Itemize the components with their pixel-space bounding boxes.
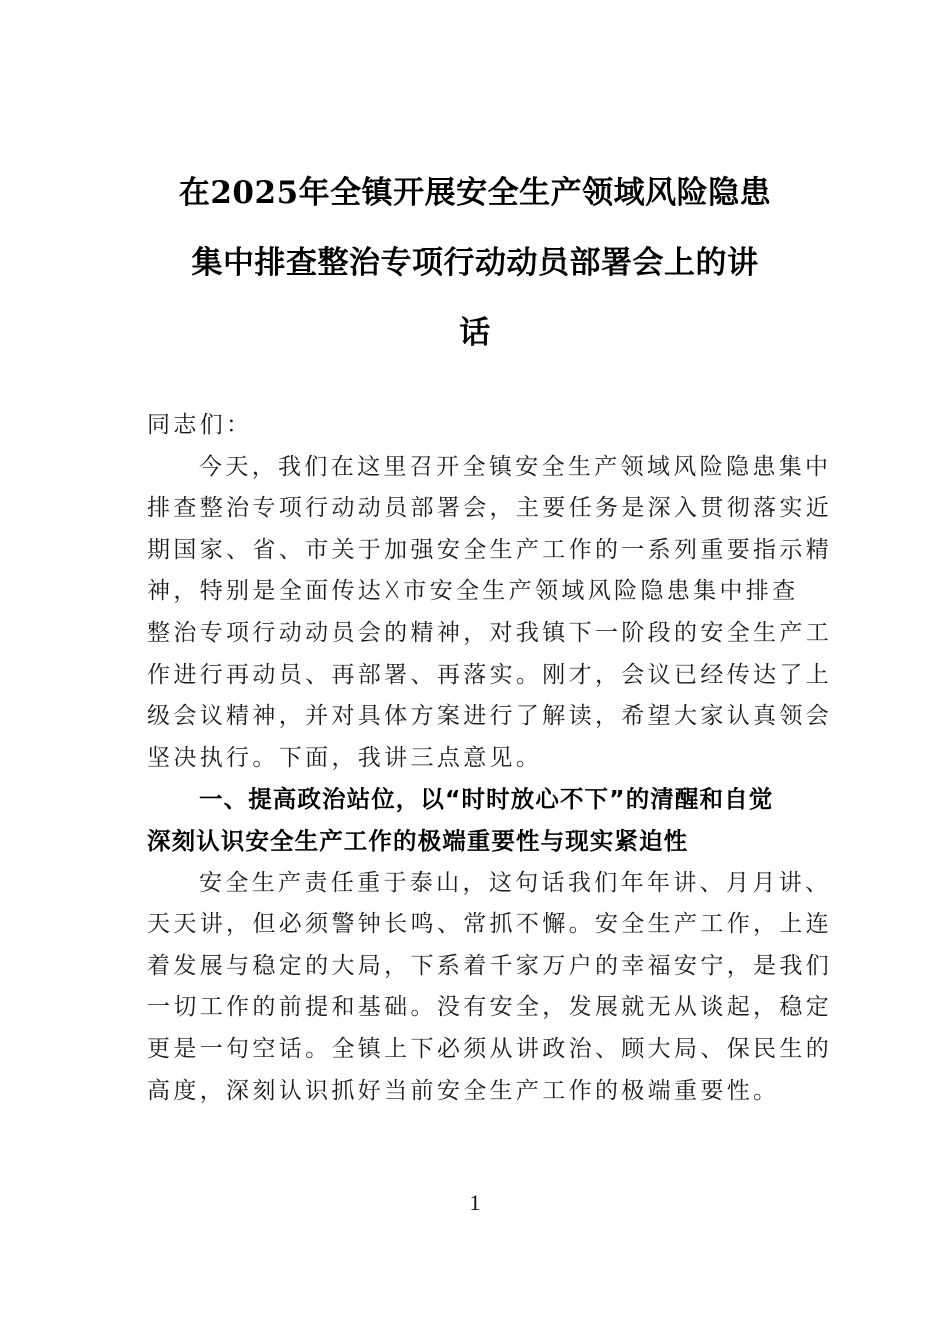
text-line: 安全生产责任重于泰山，这句话我们年年讲、月月讲、 [199, 869, 832, 896]
heading-line: 一、提高政治站位，以“时时放心不下”的清醒和自觉 [199, 785, 774, 814]
salutation [147, 405, 809, 447]
title-line: 集中排查整治专项行动动员部署会上的讲 [191, 245, 759, 281]
text-line: 级会议精神，并对具体方案进行了解读，希望大家认真领会 [147, 703, 833, 730]
document-body [147, 405, 833, 1112]
text-line: 整治专项行动动员会的精神，对我镇下一阶段的安全生产工 [147, 619, 833, 646]
paragraph-section-1 [147, 863, 833, 1113]
text-line: 天天讲，但必须警钟长鸣、常抓不懈。安全生产工作，上连 [147, 911, 833, 938]
title-line: 话 [459, 315, 491, 351]
heading-line: 深刻认识安全生产工作的极端重要性与现实紧迫性 [147, 826, 689, 855]
salutation-text: 同志们： [147, 412, 253, 438]
text-line: 坚决执行。下面，我讲三点意见。 [147, 744, 543, 771]
title-line: 在2025年全镇开展安全生产领域风险隐患 [178, 175, 772, 211]
paragraph-opening [147, 447, 833, 780]
text-line: 今天，我们在这里召开全镇安全生产领域风险隐患集中 [199, 453, 832, 480]
document-title [140, 158, 810, 368]
text-line: 着发展与稳定的大局，下系着千家万户的幸福安宁，是我们 [147, 952, 833, 979]
section-heading-1 [147, 779, 809, 862]
text-line: 一切工作的前提和基础。没有安全，发展就无从谈起，稳定 [147, 994, 833, 1021]
text-line: 期国家、省、市关于加强安全生产工作的一系列重要指示精 [147, 536, 833, 563]
text-line: 更是一句空话。全镇上下必须从讲政治、顾大局、保民生的 [147, 1035, 833, 1062]
text-line: 高度，深刻认识抓好当前安全生产工作的极端重要性。 [147, 1077, 780, 1104]
page-number: 1 [469, 1190, 481, 1215]
text-line: 排查整治专项行动动员部署会，主要任务是深入贯彻落实近 [147, 495, 833, 522]
text-line: 作进行再动员、再部署、再落实。刚才，会议已经传达了上 [147, 661, 833, 688]
text-line: 神，特别是全面传达X市安全生产领域风险隐患集中排查 [147, 578, 799, 605]
